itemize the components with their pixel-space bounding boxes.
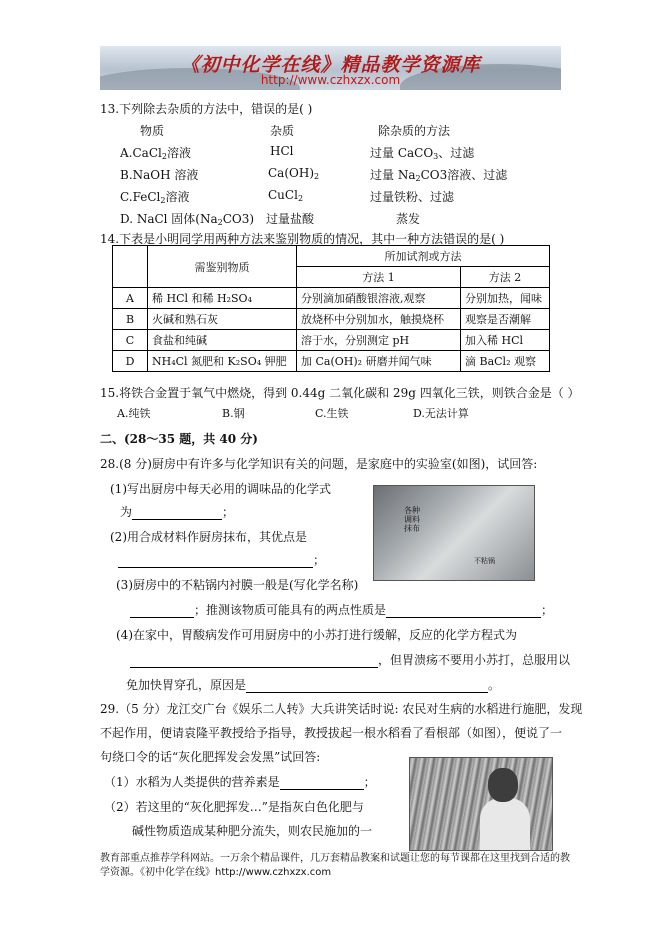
q14-row-label: B <box>113 309 148 330</box>
q14-row-method1: 分别滴加硝酸银溶液,观察 <box>297 288 461 309</box>
q15-option-a: A.纯铁 <box>117 407 151 420</box>
q14-header-subject: 需鉴别物质 <box>148 246 297 288</box>
q29-part2: （2）若这里的“灰化肥挥发…”是指灰白色化肥与 <box>104 800 364 814</box>
q14-row-subject: 火碱和熟石灰 <box>148 309 297 330</box>
photo-caption: 各种调料抹布 <box>404 506 420 533</box>
q13-row-c-method: 过量铁粉、过滤 <box>370 190 455 204</box>
q28-intro: 28.(8 分)厨房中有许多与化学知识有关的问题，是家庭中的实验室(如图)，试回答: <box>100 457 538 471</box>
answer-blank[interactable] <box>118 555 313 568</box>
q14-row-method2: 观察是否潮解 <box>461 309 550 330</box>
q13-row-c-impurity: CuCl$_2$ <box>268 188 304 203</box>
q28-part4-reason: 免加快胃穿孔，原因是 。 <box>126 678 501 692</box>
q14-question: 14.下表是小明同学用两种方法来鉴别物质的情况，其中一种方法错误的是( ) <box>100 232 505 246</box>
q15-option-b: B.钢 <box>222 407 245 420</box>
banner-url[interactable]: http://www.czhxzx.com <box>260 73 401 87</box>
q13-row-d-impurity: 过量盐酸 <box>266 212 315 226</box>
q28-part3-answer: ；推测该物质可能具有的两点性质是 ； <box>130 601 553 618</box>
q28-part4: (4)在家中，胃酸病发作可用厨房中的小苏打进行缓解，反应的化学方程式为 <box>116 628 518 642</box>
photo-caption: 不粘锅 <box>474 557 495 565</box>
q29-part2-cont: 碱性物质造成某种肥分流失，则农民施加的一 <box>132 824 373 838</box>
answer-blank[interactable] <box>130 655 378 668</box>
q13-row-c-substance: C.FeCl$_2$溶液 <box>120 190 190 205</box>
answer-blank[interactable] <box>386 605 541 618</box>
photo-figure <box>480 798 530 850</box>
q14-row-subject: NH₄Cl 氮肥和 K₂SO₄ 钾肥 <box>148 351 297 372</box>
q14-header-group: 所加试剂或方法 <box>297 246 550 267</box>
q14-row-subject: 食盐和纯碱 <box>148 330 297 351</box>
q13-row-b-impurity: $Ca(OH)_2$ <box>268 166 320 181</box>
q28-part2: (2)用合成材料作厨房抹布，其优点是 <box>110 530 307 544</box>
q14-header-method2: 方法 2 <box>461 267 550 288</box>
footer-note: 教育部重点推荐学科网站。一万余个精品课件，几万套精品教案和试题让您的每节课都在这里找到合适的教学资源。《初中化学在线》http://www.czhxzx.com <box>100 853 570 878</box>
q29-part1: （1）水稻为人类提供的营养素是 ； <box>104 775 376 789</box>
q13-row-b-method: 过量 $Na_2CO3$溶液、过滤 <box>370 168 508 183</box>
photo-figure <box>488 768 518 802</box>
q29-line3: 句绕口令的话“灰化肥挥发会发黑”试回答: <box>100 750 321 764</box>
answer-blank[interactable] <box>130 605 194 618</box>
q14-row-method1: 放烧杯中分别加水，触摸烧杯 <box>297 309 461 330</box>
table-row <box>113 288 550 309</box>
q29-line1: 29.（5 分）龙江交广台《娱乐二人转》大兵讲笑话时说: 农民对生病的水稻进行施肥，发现 <box>100 702 583 716</box>
q28-part4-answer: ，但胃溃疡不要用小苏打，总服用以 <box>130 651 570 668</box>
q14-row-label: D <box>113 351 148 372</box>
q13-header-substance: 物质 <box>140 124 165 138</box>
q14-table <box>112 245 550 372</box>
table-row <box>113 351 550 372</box>
banner-title: 《初中化学在线》精品教学资源库 <box>180 54 481 76</box>
q14-row-label: A <box>113 288 148 309</box>
q15-option-c: C.生铁 <box>315 407 349 420</box>
table-row <box>113 309 550 330</box>
q28-part3: (3)厨房中的不粘锅内衬膜一般是(写化学名称) <box>116 578 359 592</box>
answer-blank[interactable] <box>246 680 488 693</box>
q15-option-d: D.无法计算 <box>413 407 469 420</box>
q13-row-d-method: 蒸发 <box>396 212 421 226</box>
q15-question: 15.将铁合金置于氧气中燃烧，得到 0.44g 二氧化碳和 29g 四氧化三铁，则铁合金是（ ） <box>100 386 580 400</box>
kitchen-photo <box>373 485 535 581</box>
q14-row-method2: 分别加热，闻味 <box>461 288 550 309</box>
q13-question: 13.下列除去杂质的方法中，错误的是( ) <box>100 102 313 116</box>
q13-row-d-substance: D. NaCl 固体$(Na_2CO3)$ <box>120 212 255 227</box>
rice-field-photo <box>409 757 553 851</box>
answer-blank[interactable] <box>280 777 364 790</box>
table-row <box>113 330 550 351</box>
q29-line2: 不起作用，便请袁隆平教授给予指导，教授拔起一根水稻看了看根部（如图），便说了一 <box>100 726 563 740</box>
q13-row-a-impurity: HCl <box>270 144 294 158</box>
q14-row-method2: 滴 BaCl₂ 观察 <box>461 351 550 372</box>
q14-row-subject: 稀 HCl 和稀 H₂SO₄ <box>148 288 297 309</box>
q14-header-method1: 方法 1 <box>297 267 461 288</box>
answer-blank[interactable] <box>132 507 222 520</box>
header-banner <box>100 46 561 90</box>
q28-part2-answer: ； <box>118 551 325 568</box>
q13-header-impurity: 杂质 <box>270 124 295 138</box>
q14-row-method1: 溶于水，分别测定 pH <box>297 330 461 351</box>
q14-row-method2: 加入稀 HCl <box>461 330 550 351</box>
q28-part1-answer: 为 ； <box>120 505 235 519</box>
section-heading: 二、(28～35 题，共 40 分) <box>100 432 258 446</box>
q13-row-b-substance: B.NaOH 溶液 <box>120 168 199 182</box>
q13-header-method: 除杂质的方法 <box>378 124 451 138</box>
q13-row-a-method: 过量 CaCO$_3$、过滤 <box>370 146 475 161</box>
q28-part1: (1)写出厨房中每天必用的调味品的化学式 <box>110 482 331 496</box>
q14-row-label: C <box>113 330 148 351</box>
q14-row-method1: 加 Ca(OH)₂ 研磨并闻气味 <box>297 351 461 372</box>
q13-row-a-substance: A.CaCl$_2$溶液 <box>120 146 191 161</box>
